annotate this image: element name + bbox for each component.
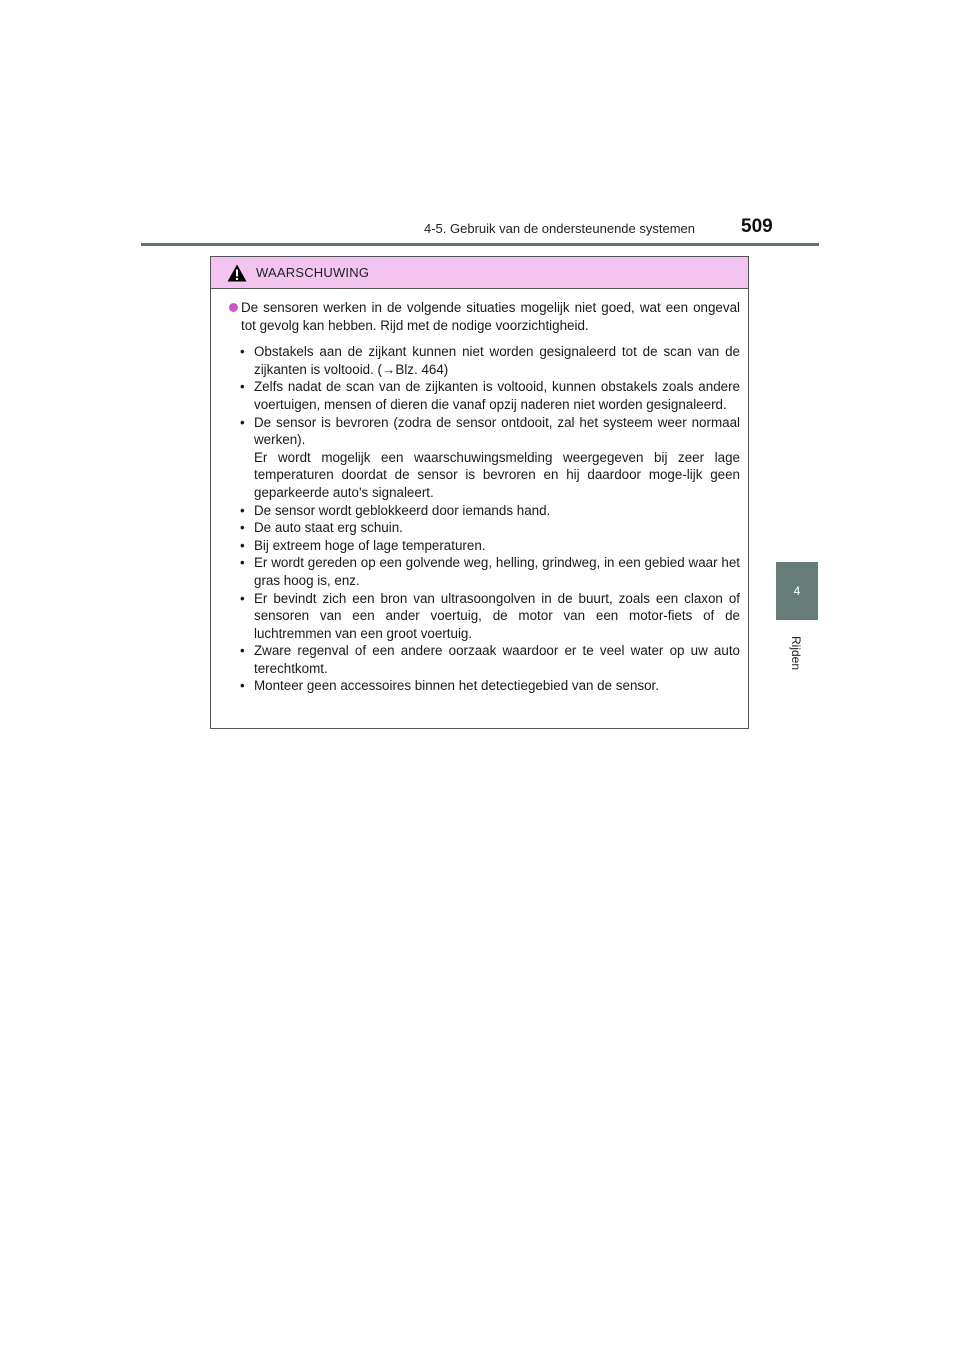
- section-title: 4-5. Gebruik van de ondersteunende systemen: [424, 221, 696, 236]
- list-item: • De auto staat erg schuin.: [240, 520, 403, 536]
- chapter-number: 4: [793, 584, 801, 598]
- warning-title: WAARSCHUWING: [256, 265, 370, 280]
- chapter-label-text: Rijden: [789, 635, 803, 671]
- list-item: • Zelfs nadat de scan van de zijkanten is voltooid, kunnen obstakels zoals andere voertuigen, mensen of dieren die vanaf opzij naderen niet worden gesignaleerd.: [240, 379, 740, 412]
- list-item: • Zware regenval of een andere oorzaak waardoor er te veel water op uw auto terechtkomt.: [240, 643, 740, 676]
- list-item: • Er bevindt zich een bron van ultrasoongolven in de buurt, zoals een claxon of sensoren van een ander voertuig, de motor van een motor-fiets of de luchtremmen van een groot voertuig.: [240, 590, 740, 641]
- list-item: • Obstakels aan de zijkant kunnen niet worden gesignaleerd tot de scan van de zijkanten is voltooid. (→Blz. 464): [240, 344, 740, 377]
- list-item: • De sensor wordt geblokkeerd door iemands hand.: [240, 502, 551, 518]
- chapter-label: [784, 628, 808, 678]
- list-item: • De sensor is bevroren (zodra de sensor ontdooit, zal het systeem weer normaal werken). Er wordt mogelijk een waarschuwingsmelding weergegeven bij zeer lage temperaturen doordat de sensor is bevroren en hij daardoor moge-lijk geen geparkeerde auto's signaleert.: [240, 414, 740, 500]
- warning-intro: De sensoren werken in de volgende situaties mogelijk niet goed, wat een ongeval tot gevolg kan hebben. Rijd met de nodige voorzichtigheid.: [241, 300, 740, 333]
- list-item-note: Er wordt mogelijk een waarschuwingsmelding weergegeven bij zeer lage temperaturen doordat de sensor is bevroren en hij daardoor moge-lijk geen geparkeerde auto's signaleert.: [254, 449, 740, 500]
- warning-triangle-icon: [227, 264, 247, 282]
- warning-list: [229, 343, 740, 695]
- header-divider: [141, 243, 819, 246]
- chapter-tab[interactable]: [776, 562, 818, 620]
- warning-content: [211, 289, 748, 695]
- list-item: • Er wordt gereden op een golvende weg, helling, grindweg, in een gebied waar het gras hoog is, enz.: [240, 555, 740, 588]
- list-item: • Bij extreem hoge of lage temperaturen.: [240, 537, 486, 553]
- warning-box: [210, 256, 749, 729]
- warning-header: [211, 257, 748, 289]
- list-item: • Monteer geen accessoires binnen het detectiegebied van de sensor.: [240, 678, 659, 694]
- warning-main-point: [229, 299, 740, 334]
- page-number: 509: [741, 216, 773, 237]
- bullet-dot-icon: [229, 303, 238, 312]
